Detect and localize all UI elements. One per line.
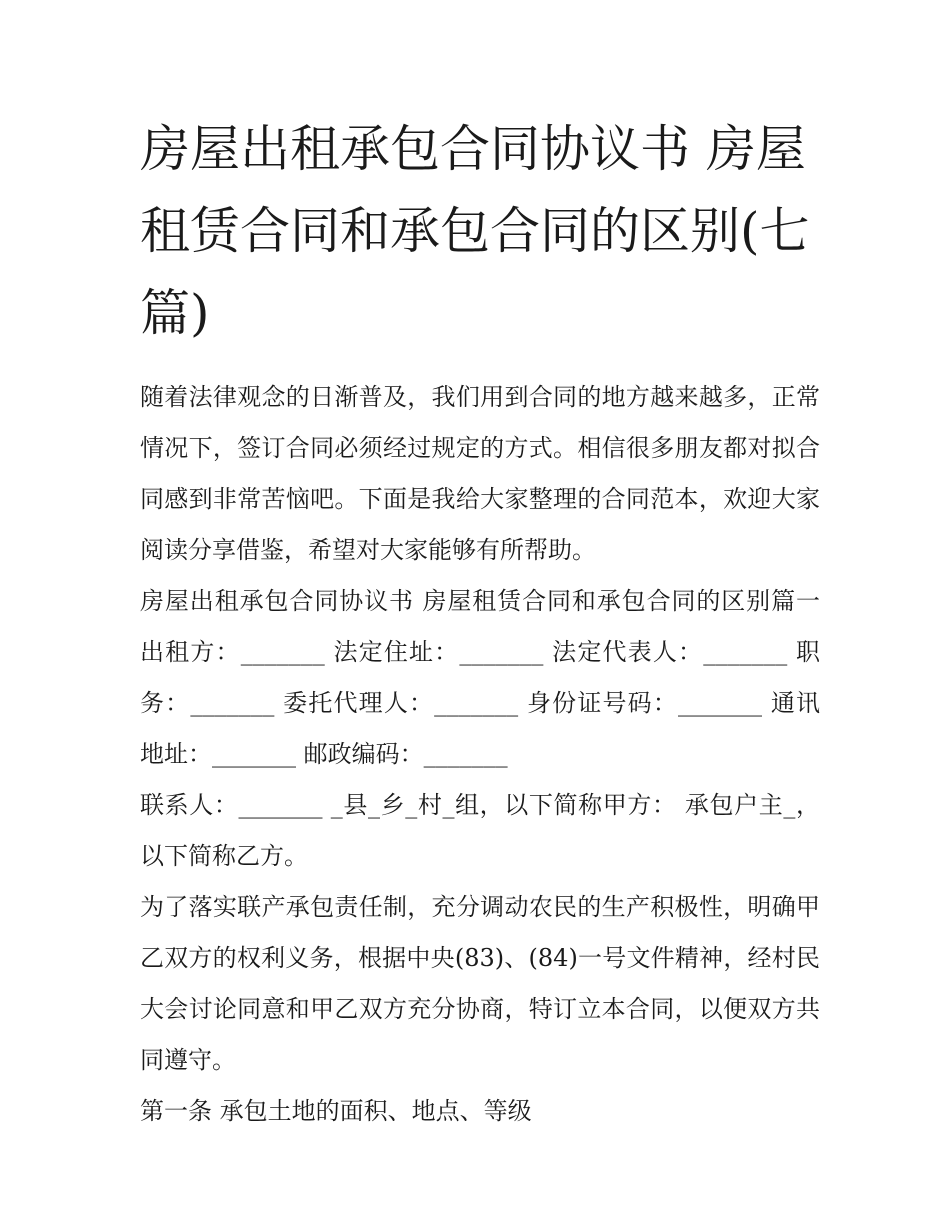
purpose-paragraph: 为了落实联产承包责任制，充分调动农民的生产积极性，明确甲乙双方的权利义务，根据中央(83)、(84)一号文件精神，经村民大会讨论同意和甲乙双方充分协商，特订立本合同，以便双方共同遵守。: [140, 893, 820, 1074]
contact-paragraph: 联系人：_______ _县_乡_村_组，以下简称甲方： 承包户主_，以下简称乙方。: [140, 791, 820, 870]
article-one-heading: 第一条 承包土地的面积、地点、等级: [140, 1097, 532, 1125]
document-body: [140, 372, 820, 1137]
document-title: 房屋出租承包合同协议书 房屋租赁合同和承包合同的区别(七篇): [140, 120, 810, 342]
intro-paragraph: 随着法律观念的日渐普及，我们用到合同的地方越来越多，正常情况下，签订合同必须经过规定的方式。相信很多朋友都对拟合同感到非常苦恼吧。下面是我给大家整理的合同范本，欢迎大家阅读分享借鉴，希望对大家能够有所帮助。: [140, 383, 820, 564]
party-a-info-paragraph: 房屋出租承包合同协议书 房屋租赁合同和承包合同的区别篇一 出租方：_______ 法定住址：_______ 法定代表人：_______ 职务：_______ 委托代理人：_______ 身份证号码：_______ 通讯地址：_______ 邮政编码：_______: [140, 587, 820, 768]
document-page: [140, 108, 820, 1137]
